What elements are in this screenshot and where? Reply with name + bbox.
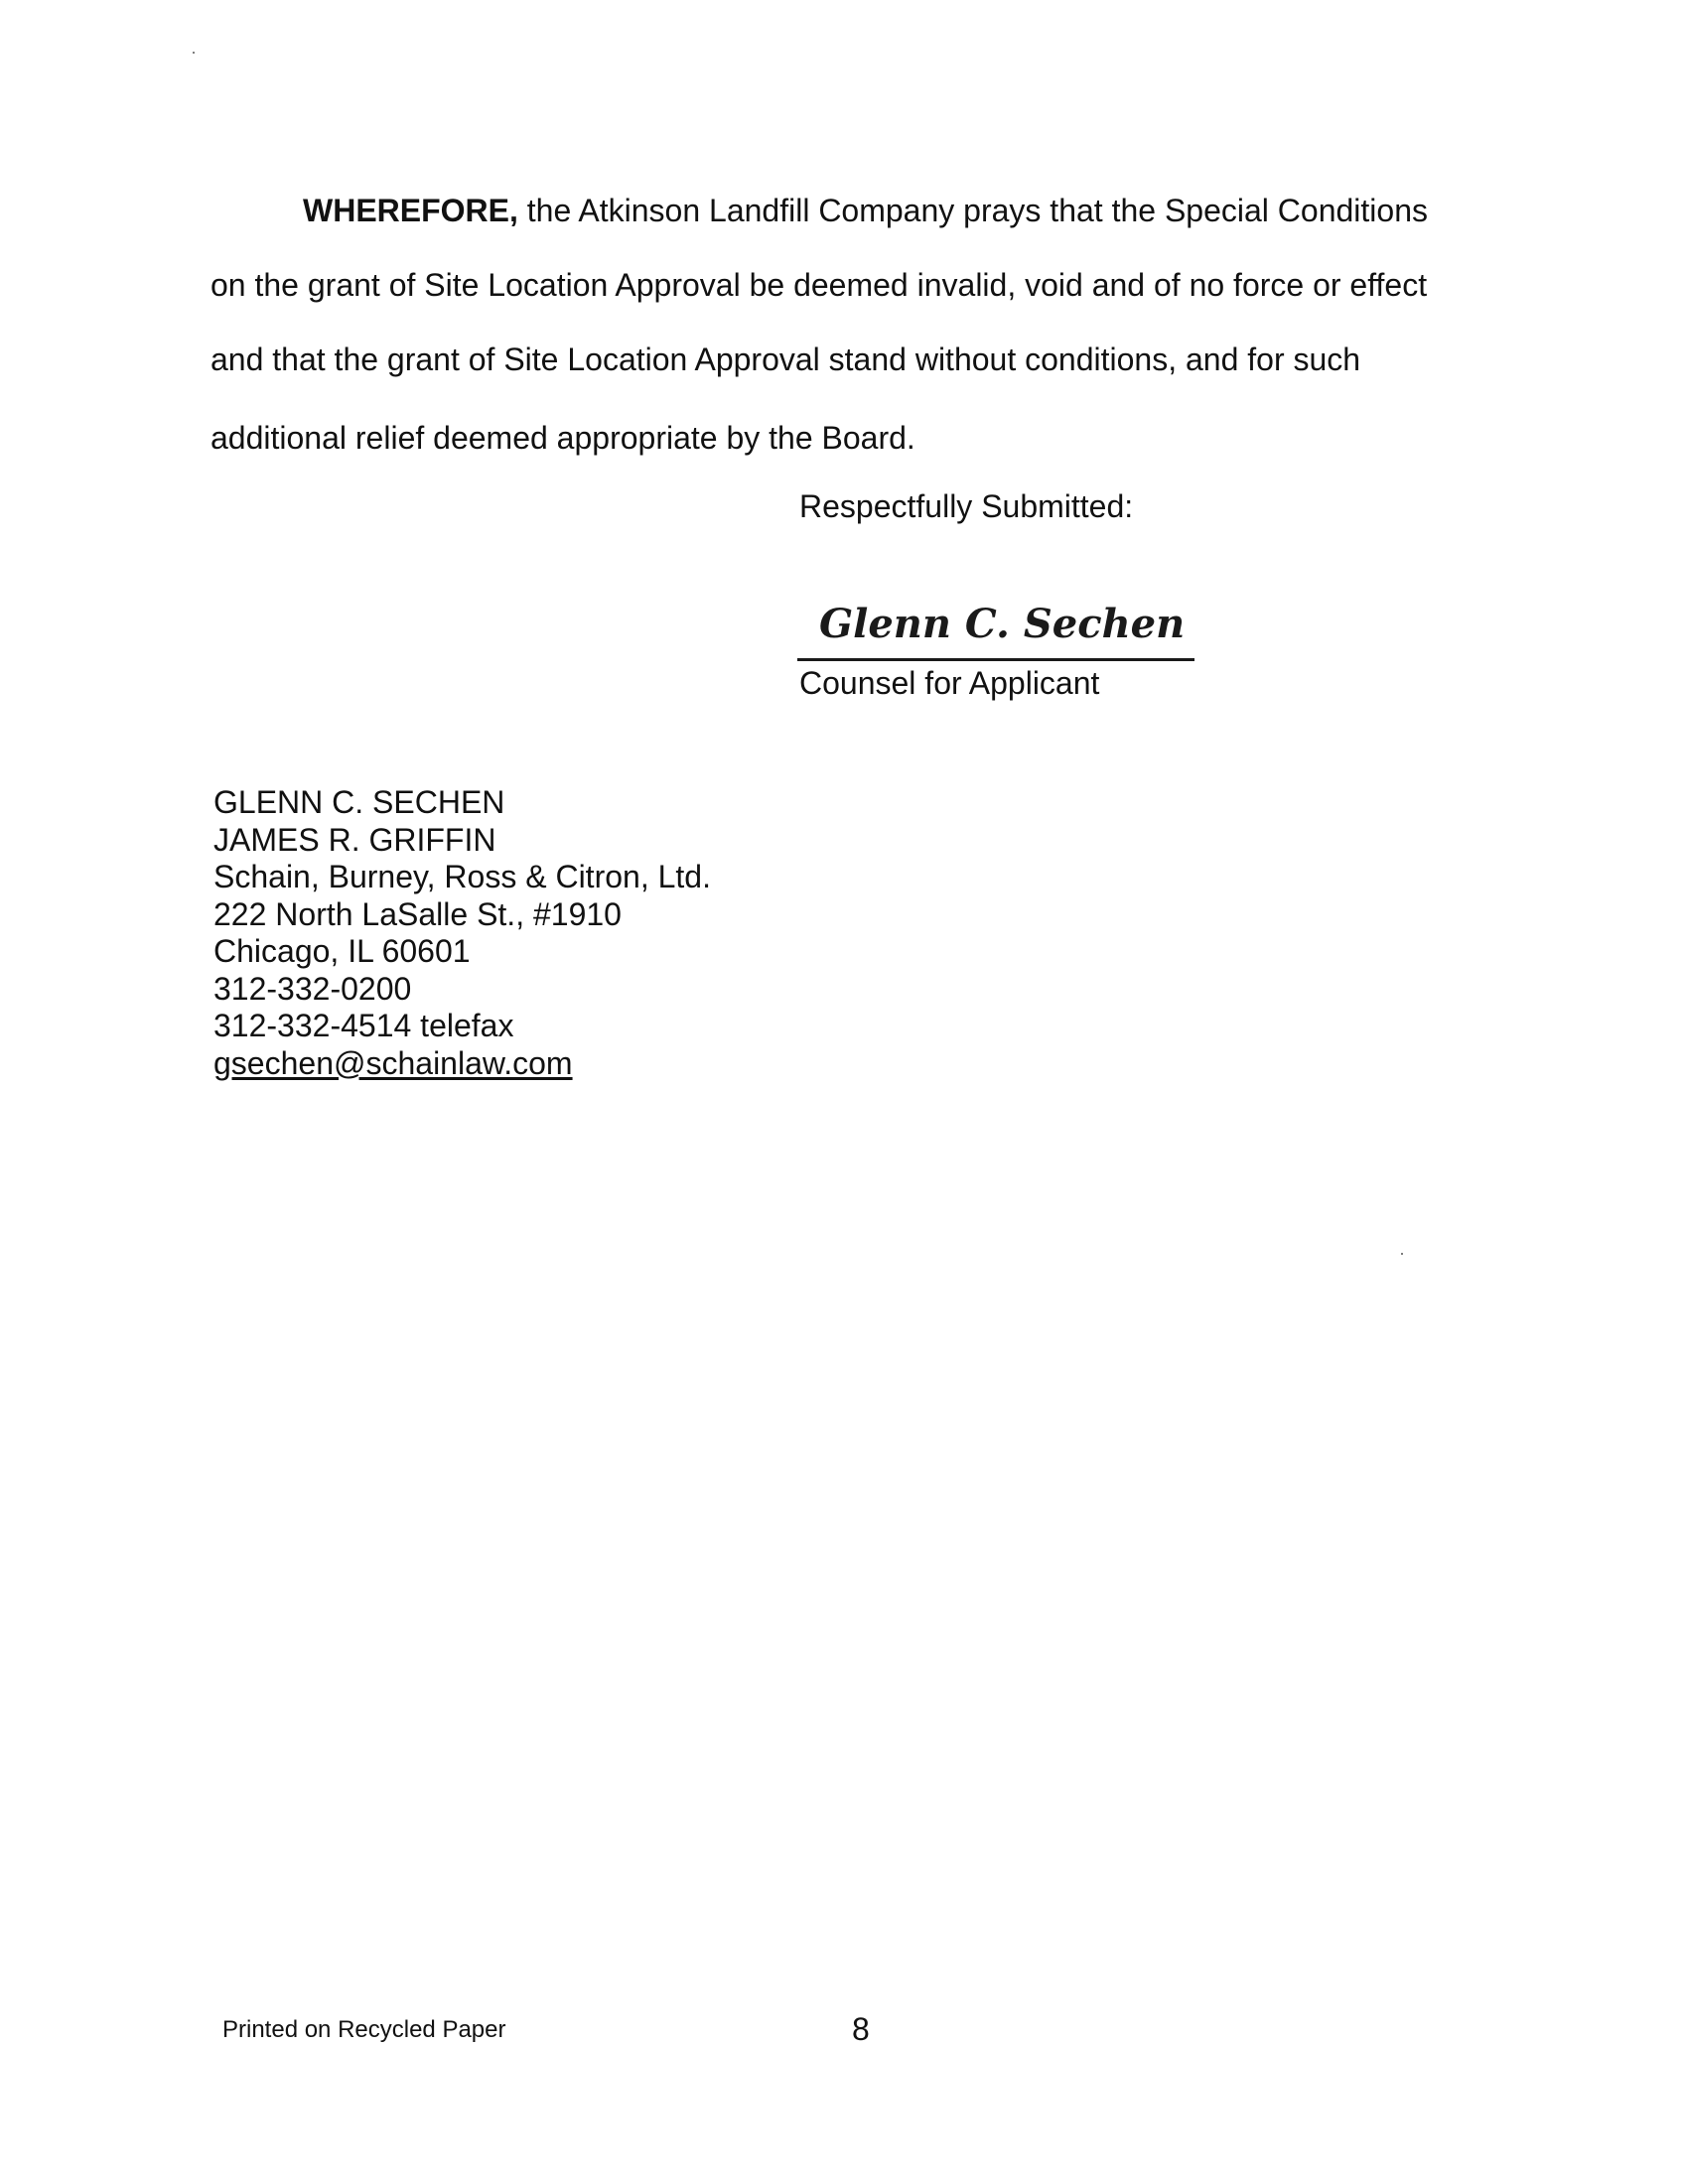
body-line-1 bbox=[303, 191, 1428, 230]
email-link[interactable]: gsechen@schainlaw.com bbox=[213, 1044, 573, 1081]
signature-line bbox=[797, 658, 1194, 661]
firm-name: Schain, Burney, Ross & Citron, Ltd. bbox=[213, 859, 711, 894]
counsel-name-1: GLENN C. SECHEN bbox=[213, 784, 505, 820]
footer-note: Printed on Recycled Paper bbox=[222, 2016, 506, 2043]
scan-speck bbox=[193, 52, 195, 54]
body-line-2: on the grant of Site Location Approval be deemed invalid, void and of no force or effect bbox=[210, 267, 1428, 303]
closing-salutation: Respectfully Submitted: bbox=[799, 488, 1134, 524]
counsel-address-block bbox=[213, 784, 711, 1082]
page-number: 8 bbox=[852, 2011, 870, 2047]
body-line-1-text: the Atkinson Landfill Company prays that the Special Conditions bbox=[517, 193, 1428, 228]
signature-handwriting: Glenn C. Sechen bbox=[819, 601, 1186, 647]
scan-speck bbox=[1401, 1253, 1403, 1255]
street-address: 222 North LaSalle St., #1910 bbox=[213, 895, 622, 932]
fax-number: 312-332-4514 telefax bbox=[213, 1008, 514, 1043]
signer-title: Counsel for Applicant bbox=[799, 665, 1100, 701]
body-line-3: and that the grant of Site Location Approval stand without conditions, and for such bbox=[210, 341, 1361, 377]
phone-number: 312-332-0200 bbox=[213, 970, 412, 1007]
lead-word: WHEREFORE, bbox=[303, 193, 518, 228]
body-line-4: additional relief deemed appropriate by the Board. bbox=[210, 420, 915, 456]
signature bbox=[797, 601, 1194, 670]
city-state-zip: Chicago, IL 60601 bbox=[213, 933, 471, 969]
counsel-name-2: JAMES R. GRIFFIN bbox=[213, 821, 496, 858]
